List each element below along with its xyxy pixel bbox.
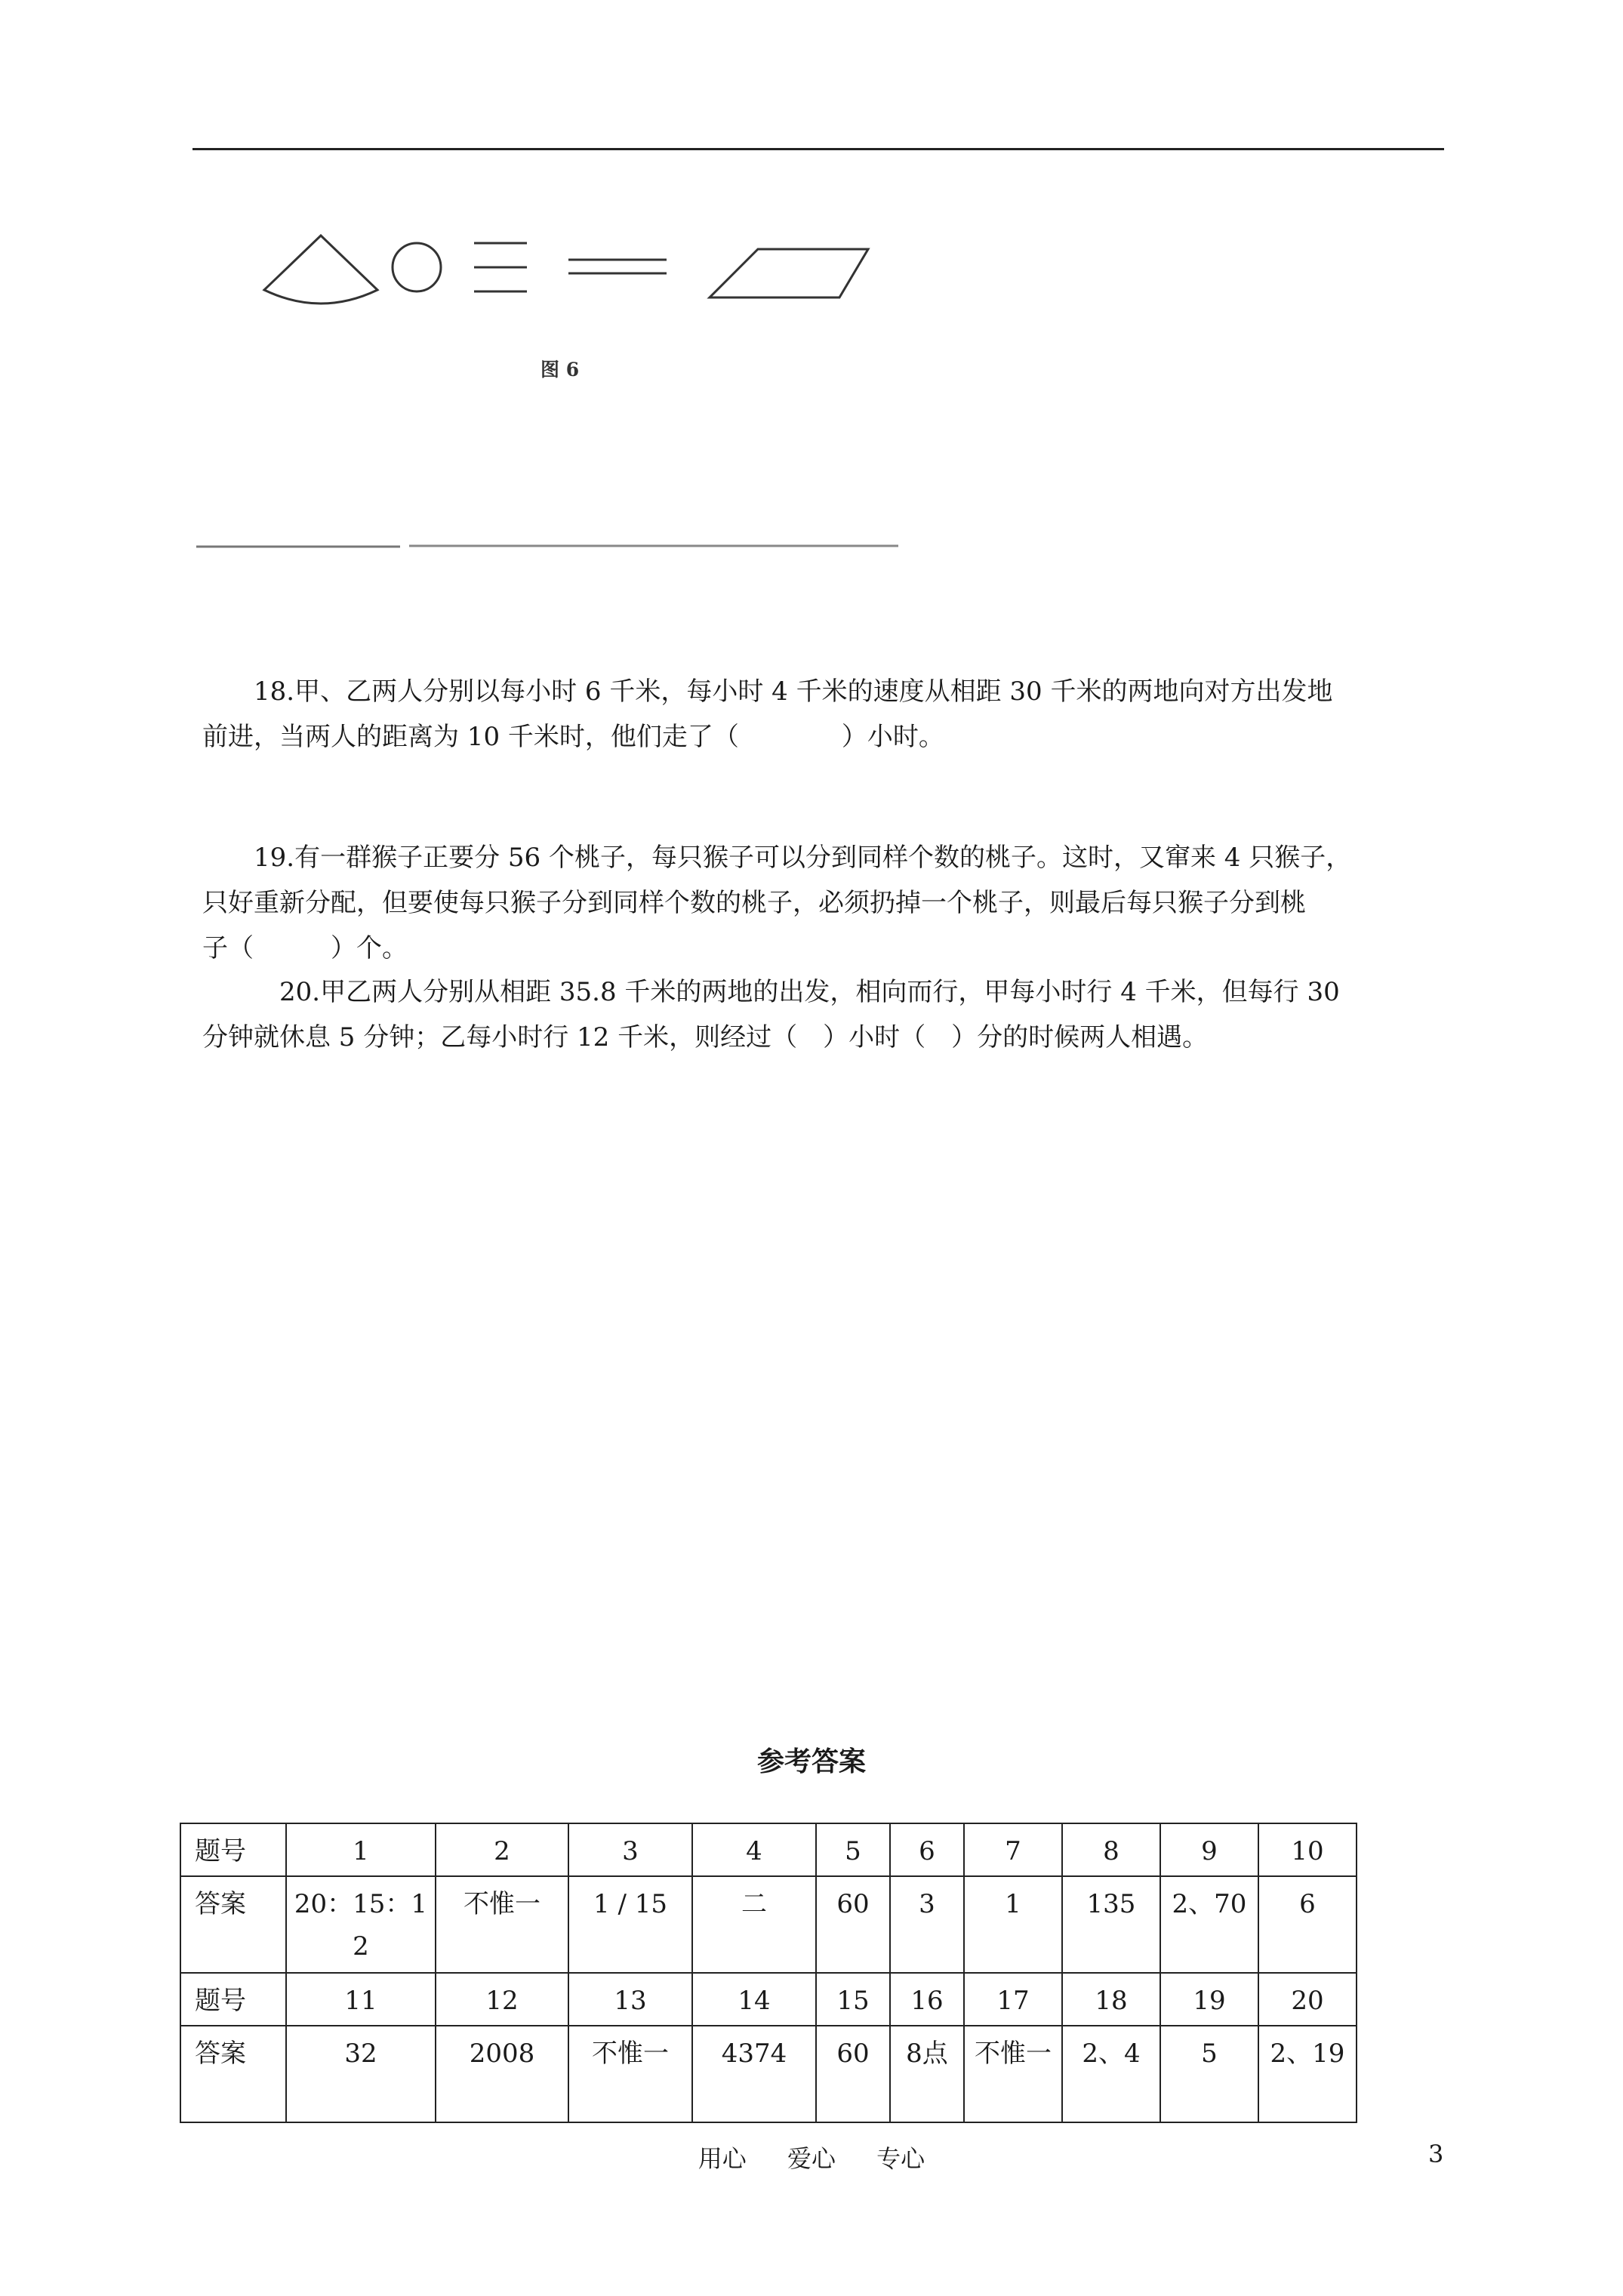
table-cell: 10 bbox=[1258, 1823, 1357, 1876]
table-cell: 60 bbox=[816, 1876, 890, 1973]
table-cell: 不惟一 bbox=[964, 2026, 1062, 2122]
answer-blank-line bbox=[196, 538, 898, 553]
page-footer bbox=[0, 2140, 1623, 2174]
table-cell: 2008 bbox=[436, 2026, 568, 2122]
figure-caption: 图 6 bbox=[540, 359, 580, 381]
table-cell: 15 bbox=[816, 1973, 890, 2026]
table-cell: 8 bbox=[1062, 1823, 1160, 1876]
table-cell: 6 bbox=[890, 1823, 964, 1876]
table-cell: 题号 bbox=[180, 1973, 286, 2026]
table-cell: 3 bbox=[890, 1876, 964, 1973]
table-cell: 9 bbox=[1160, 1823, 1258, 1876]
table-cell: 14 bbox=[692, 1973, 816, 2026]
table-cell: 135 bbox=[1062, 1876, 1160, 1973]
table-cell: 5 bbox=[816, 1823, 890, 1876]
question-line: 只好重新分配，但要使每只猴子分到同样个数的桃子，必须扔掉一个桃子，则最后每只猴子分到桃 bbox=[202, 888, 1306, 918]
table-cell: 答案 bbox=[180, 1876, 286, 1973]
question-line: 18.甲、乙两人分别以每小时 6 千米，每小时 4 千米的速度从相距 30 千米的两地向对方出发地 bbox=[254, 676, 1333, 707]
table-cell: 题号 bbox=[180, 1823, 286, 1876]
table-cell: 2 bbox=[436, 1823, 568, 1876]
table-cell: 1 bbox=[286, 1823, 436, 1876]
table-cell: 答案 bbox=[180, 2026, 286, 2122]
question-line: 20.甲乙两人分别从相距 35.8 千米的两地的出发，相向而行，甲每小时行 4 千米，但每行 30 bbox=[279, 977, 1340, 1007]
question-line: 分钟就休息 5 分钟；乙每小时行 12 千米，则经过（ ）小时（ ）分的时候两人相遇。 bbox=[202, 1022, 1209, 1052]
table-row bbox=[180, 1823, 1357, 1876]
table-cell: 11 bbox=[286, 1973, 436, 2026]
footer-item: 专心 bbox=[876, 2144, 925, 2173]
answers-title: 参考答案 bbox=[756, 1746, 866, 1777]
question-20 bbox=[202, 969, 1455, 1060]
question-line: 19.有一群猴子正要分 56 个桃子，每只猴子可以分到同样个数的桃子。这时，又窜来 4 只猴子， bbox=[254, 843, 1352, 873]
table-cell: 1 bbox=[964, 1876, 1062, 1973]
table-cell: 1 / 15 bbox=[568, 1876, 692, 1973]
table-cell: 2、4 bbox=[1062, 2026, 1160, 2122]
footer-item: 爱心 bbox=[787, 2144, 836, 2173]
question-line: 子（ ）个。 bbox=[202, 933, 408, 963]
table-cell: 2、19 bbox=[1258, 2026, 1357, 2122]
question-line: 前进，当两人的距离为 10 千米时，他们走了（ ）小时。 bbox=[202, 722, 944, 752]
table-cell: 13 bbox=[568, 1973, 692, 2026]
table-cell: 4374 bbox=[692, 2026, 816, 2122]
table-cell: 20：15：12 bbox=[286, 1876, 436, 1973]
table-row bbox=[180, 2026, 1357, 2122]
table-cell: 2、70 bbox=[1160, 1876, 1258, 1973]
table-row bbox=[180, 1876, 1357, 1973]
footer-item: 用心 bbox=[698, 2144, 747, 2173]
table-cell: 4 bbox=[692, 1823, 816, 1876]
table-cell: 6 bbox=[1258, 1876, 1357, 1973]
page-number: 3 bbox=[1428, 2140, 1444, 2168]
table-cell: 5 bbox=[1160, 2026, 1258, 2122]
table-row bbox=[180, 1973, 1357, 2026]
table-cell: 不惟一 bbox=[568, 2026, 692, 2122]
question-19 bbox=[202, 835, 1455, 971]
table-cell: 20 bbox=[1258, 1973, 1357, 2026]
table-cell: 3 bbox=[568, 1823, 692, 1876]
table-cell: 二 bbox=[692, 1876, 816, 1973]
table-cell: 18 bbox=[1062, 1973, 1160, 2026]
parallelogram-shape bbox=[710, 249, 868, 297]
question-18 bbox=[202, 669, 1455, 760]
figure-6-shapes bbox=[249, 219, 913, 408]
table-cell: 12 bbox=[436, 1973, 568, 2026]
table-cell: 不惟一 bbox=[436, 1876, 568, 1973]
table-cell: 60 bbox=[816, 2026, 890, 2122]
circle-shape bbox=[393, 243, 441, 291]
table-cell: 19 bbox=[1160, 1973, 1258, 2026]
answer-table bbox=[180, 1823, 1357, 2123]
table-cell: 17 bbox=[964, 1973, 1062, 2026]
table-cell: 32 bbox=[286, 2026, 436, 2122]
table-cell: 8点 bbox=[890, 2026, 964, 2122]
table-cell: 16 bbox=[890, 1973, 964, 2026]
header-rule bbox=[192, 148, 1444, 150]
table-cell: 7 bbox=[964, 1823, 1062, 1876]
sector-shape bbox=[264, 236, 377, 304]
